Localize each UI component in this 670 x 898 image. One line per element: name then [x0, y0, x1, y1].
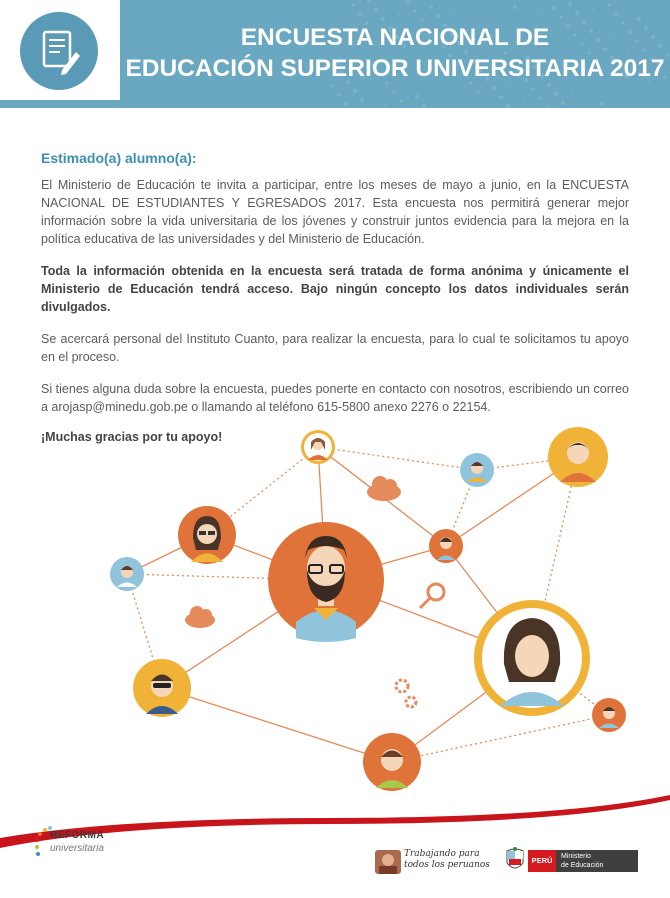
person-avatar-icon: [133, 659, 191, 717]
header-accent-line: [0, 100, 120, 108]
paragraph-privacy: Toda la información obtenida en la encuesta será tratada de forma anónima y únicamente el Ministerio de Educación tendrá acceso. Bajo ningún concepto los datos individuales serán divulgados.: [41, 264, 629, 314]
cloud-icon: [367, 476, 401, 501]
person-avatar-icon: [548, 427, 608, 487]
trabajando-photo: [375, 850, 401, 874]
person-avatar-icon: [178, 506, 236, 564]
reforma-subtitle: universitaria: [50, 843, 104, 854]
title-line-1: ENCUESTA NACIONAL DE: [240, 24, 550, 51]
ministerio-line-2: de Educación: [561, 862, 604, 869]
letter-body: [41, 150, 629, 444]
person-avatar-icon: [301, 430, 335, 464]
cloud-icon: [185, 606, 215, 628]
reforma-title: REFORMA: [50, 830, 105, 841]
person-avatar-icon: [460, 453, 494, 487]
person-avatar-icon: [268, 522, 384, 642]
person-avatar-icon: [110, 557, 144, 591]
thanks-message: ¡Muchas gracias por tu apoyo!: [41, 430, 223, 444]
ministerio-label: [556, 850, 638, 872]
person-avatar-icon: [429, 529, 463, 563]
paragraph-support: Se acercará personal del Instituto Cuanto, para realizar la encuesta, para lo cual te solicitamos tu apoyo en el proceso.: [41, 332, 629, 364]
page-title: [120, 22, 670, 84]
paragraph-invitation: El Ministerio de Educación te invita a participar, entre los meses de mayo a junio, en la ENCUESTA NACIONAL DE ESTUDIANTES Y EGRESADOS 2017. Esta encuesta nos permitirá generar mejor información sobre la vida universitaria de los jóvenes y construir juntos evidencia para la mejora en la política educativa de las universidades y del Ministerio de Educación.: [41, 178, 629, 246]
peru-label: PERÚ: [528, 850, 556, 872]
ministerio-line-1: Ministerio: [561, 853, 591, 860]
slogan-line-2: todos los peruanos: [404, 860, 490, 870]
greeting: Estimado(a) alumno(a):: [41, 150, 197, 166]
person-avatar-icon: [474, 600, 590, 716]
trabajando-slogan: [404, 849, 504, 871]
people-network-illustration: [0, 420, 670, 800]
slogan-line-1: Trabajando para: [404, 849, 480, 859]
peru-coat-of-arms-icon: [503, 847, 527, 875]
magnifier-icon: [420, 584, 444, 608]
survey-document-pencil-icon: [20, 12, 98, 90]
gears-icon: [396, 680, 416, 707]
title-line-2: EDUCACIÓN SUPERIOR UNIVERSITARIA 2017: [125, 55, 665, 82]
person-avatar-icon: [592, 698, 626, 732]
person-avatar-icon: [363, 733, 421, 791]
paragraph-contact: Si tienes alguna duda sobre la encuesta, puedes ponerte en contacto con nosotros, escribiendo un correo a arojasp@minedu.gob.pe o llamando al teléfono 615-5800 anexo 2276 o 22154.: [41, 382, 629, 414]
